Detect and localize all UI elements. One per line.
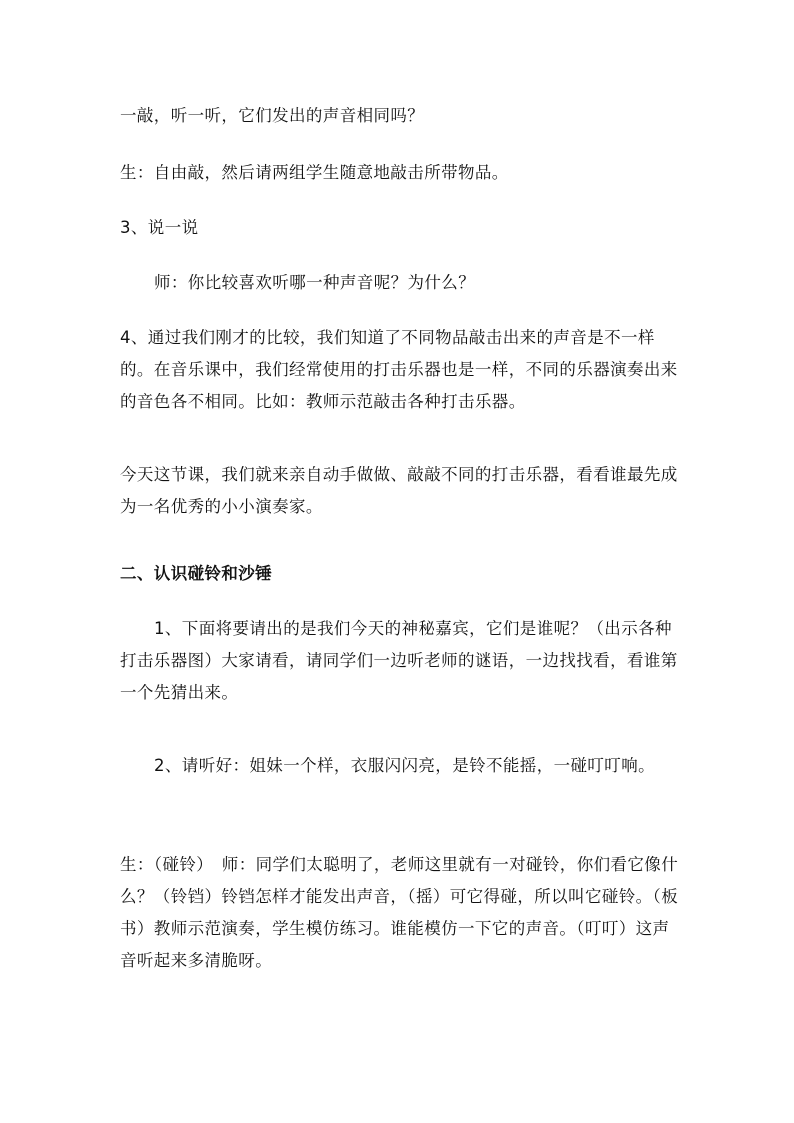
paragraph-3: 3、说一说 [120, 218, 199, 237]
paragraph-4: 师：你比较喜欢听哪一种声音呢？为什么？ [154, 273, 476, 292]
paragraph-7: 1、下面将要请出的是我们今天的神秘嘉宾，它们是谁呢？（出示各种打击乐器图）大家请看，请同学们一边听老师的谜语，一边找找看，看谁第一个先猜出来。 [120, 619, 678, 702]
paragraph-9: 生：（碰铃） 师：同学们太聪明了，老师这里就有一对碰铃，你们看它像什么？（铃铛）铃铛怎样才能发出声音，（摇）可它得碰，所以叫它碰铃。（板书）教师示范演奏，学生模仿练习。谁能模仿一下它的声音。（叮叮）这声音听起来多清脆呀。 [120, 855, 679, 970]
paragraph-5: 4、通过我们刚才的比较，我们知道了不同物品敲击出来的声音是不一样的。在音乐课中，我们经常使用的打击乐器也是一样，不同的乐器演奏出来的音色各不相同。比如：教师示范敲击各种打击乐器。 [120, 328, 678, 411]
paragraph-1: 一敲，听一听，它们发出的声音相同吗？ [120, 106, 425, 125]
paragraph-6: 今天这节课，我们就来亲自动手做做、敲敲不同的打击乐器，看看谁最先成为一名优秀的小小演奏家。 [120, 465, 678, 516]
paragraph-2: 生：自由敲，然后请两组学生随意地敲击所带物品。 [120, 163, 509, 182]
section-heading: 二、认识碰铃和沙锤 [120, 564, 273, 583]
paragraph-8: 2、请听好：姐妹一个样，衣服闪闪亮，是铃不能摇，一碰叮叮响。 [154, 756, 655, 775]
